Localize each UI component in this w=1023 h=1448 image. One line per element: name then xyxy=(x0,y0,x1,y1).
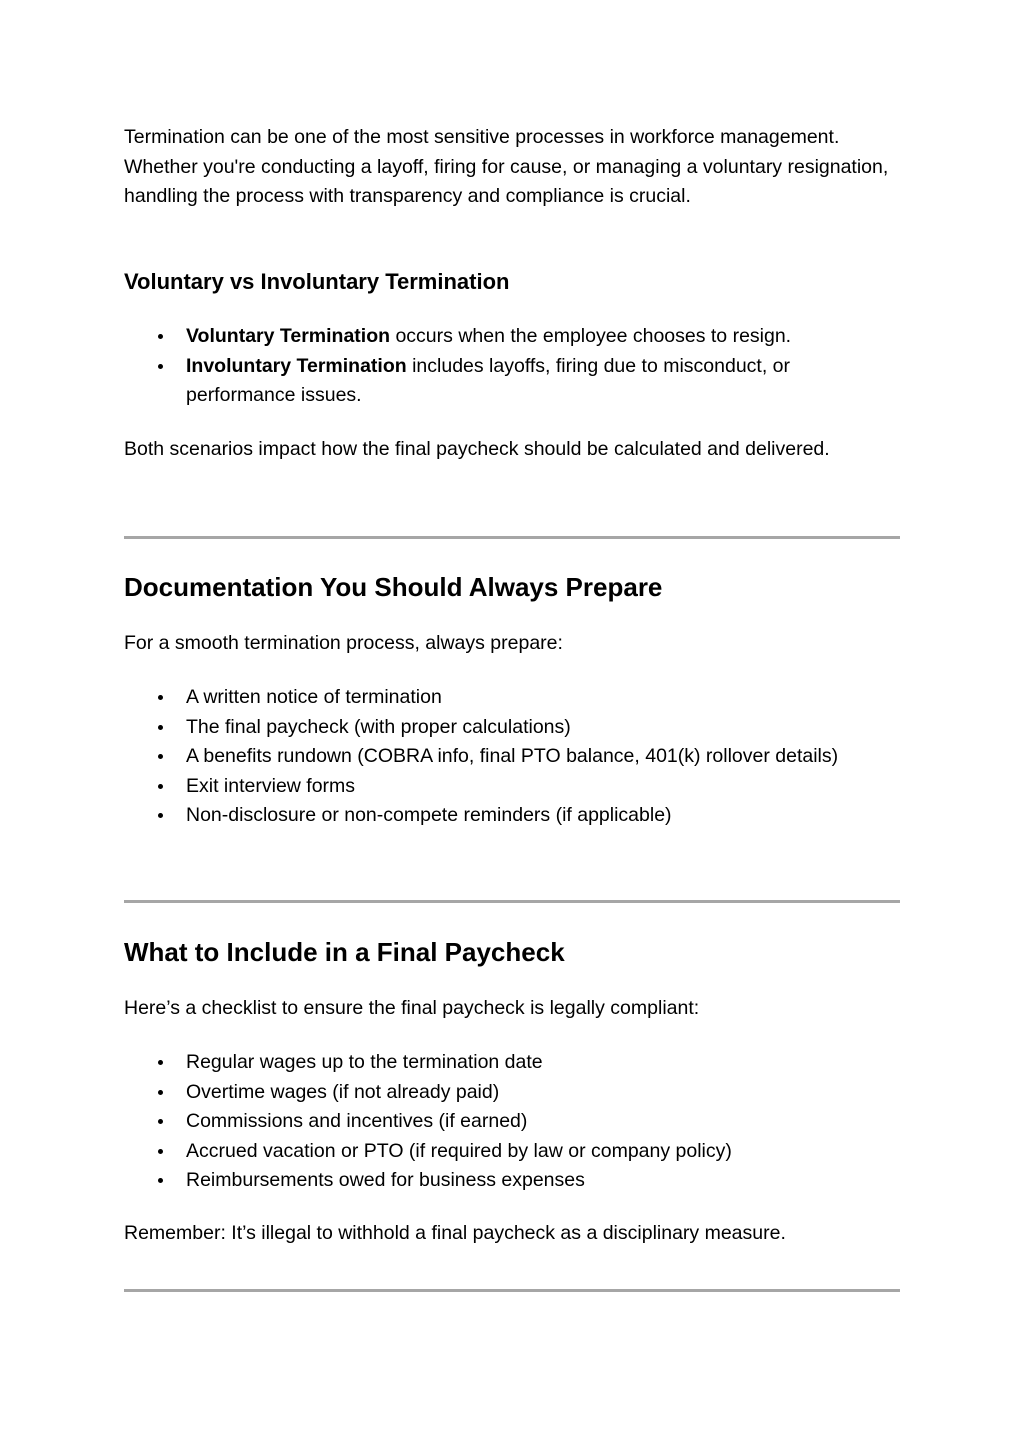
list-item-text: Non-disclosure or non-compete reminders (if applicable) xyxy=(186,804,672,826)
list-item-text: Reimbursements owed for business expenses xyxy=(186,1169,585,1191)
documentation-list xyxy=(124,683,900,831)
list-item xyxy=(124,742,900,772)
list-item-text: occurs when the employee chooses to resign. xyxy=(390,325,792,347)
list-item-text: includes layoffs, firing due to misconduct, or performance issues. xyxy=(186,354,791,406)
list-item xyxy=(124,772,900,802)
list-item-bold: Involuntary Termination xyxy=(186,354,407,377)
list-item xyxy=(124,1078,900,1108)
list-item-text: A benefits rundown (COBRA info, final PTO balance, 401(k) rollover details) xyxy=(186,745,839,767)
list-item-text: Commissions and incentives (if earned) xyxy=(186,1110,528,1132)
bullet-icon xyxy=(158,784,163,789)
list-item-text: Exit interview forms xyxy=(186,774,356,797)
bullet-icon xyxy=(158,1090,163,1095)
list-item xyxy=(124,713,900,743)
list-item xyxy=(124,801,900,831)
paycheck-heading: What to Include in a Final Paycheck xyxy=(124,937,565,967)
section-divider xyxy=(124,536,900,539)
list-item-text: Accrued vacation or PTO (if required by law or company policy) xyxy=(186,1139,732,1162)
bullet-icon xyxy=(158,1060,163,1065)
section-divider xyxy=(124,1289,900,1292)
documentation-heading: Documentation You Should Always Prepare xyxy=(124,572,663,602)
list-item-text: Regular wages up to the termination date xyxy=(186,1051,543,1073)
bullet-icon xyxy=(158,813,163,818)
list-item-text: Overtime wages (if not already paid) xyxy=(186,1080,500,1103)
list-item xyxy=(124,322,900,352)
bullet-icon xyxy=(158,695,163,700)
termination-types-list xyxy=(124,322,900,411)
list-item-text: The final paycheck (with proper calculations) xyxy=(186,715,571,738)
list-item xyxy=(124,1048,900,1078)
paycheck-list xyxy=(124,1048,900,1196)
bullet-icon xyxy=(158,364,163,369)
bullet-icon xyxy=(158,1178,163,1183)
bullet-icon xyxy=(158,754,163,759)
bullet-icon xyxy=(158,334,163,339)
paycheck-closing-paragraph: Remember: It’s illegal to withhold a final paycheck as a disciplinary measure. xyxy=(124,1222,786,1244)
list-item xyxy=(124,352,900,411)
voluntary-closing-paragraph: Both scenarios impact how the final paycheck should be calculated and delivered. xyxy=(124,438,830,460)
paycheck-lead: Here’s a checklist to ensure the final paycheck is legally compliant: xyxy=(124,997,700,1019)
intro-paragraph: Termination can be one of the most sensitive processes in workforce management. Whether you're conducting a layoff, firing for cause, or managing a voluntary resignation, handling the process with transparency and compliance is crucial. xyxy=(124,126,889,207)
documentation-lead: For a smooth termination process, always prepare: xyxy=(124,632,563,654)
bullet-icon xyxy=(158,1119,163,1124)
list-item-text: A written notice of termination xyxy=(186,686,442,708)
section-divider xyxy=(124,900,900,903)
list-item-bold: Voluntary Termination xyxy=(186,325,391,347)
bullet-icon xyxy=(158,725,163,730)
voluntary-heading: Voluntary vs Involuntary Termination xyxy=(124,269,510,294)
bullet-icon xyxy=(158,1149,163,1154)
list-item xyxy=(124,683,900,713)
list-item xyxy=(124,1137,900,1167)
list-item xyxy=(124,1107,900,1137)
list-item xyxy=(124,1166,900,1196)
